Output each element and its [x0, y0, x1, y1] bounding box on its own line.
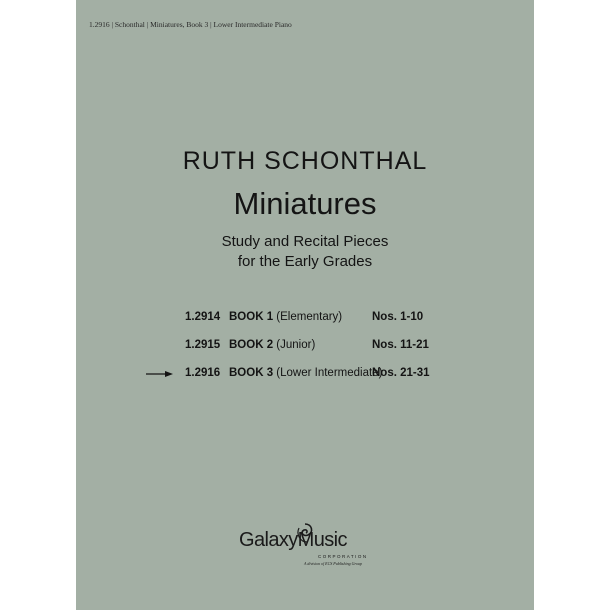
book-label — [229, 311, 342, 323]
book-numbers: Nos. 11-21 — [372, 339, 429, 351]
book-subtitle — [76, 232, 534, 272]
book-numbers: Nos. 1-10 — [372, 311, 424, 323]
book-volume: BOOK 1 — [229, 311, 274, 323]
book-volume: BOOK 3 — [229, 367, 274, 379]
publisher-name-part-1: Galaxy — [239, 529, 298, 551]
composer-name: RUTH SCHONTHAL — [182, 147, 428, 175]
subtitle-line-2: for the Early Grades — [237, 253, 373, 270]
book-title: Miniatures — [233, 186, 377, 221]
book-label — [229, 339, 315, 351]
arrow-right-icon — [146, 370, 173, 378]
publisher-corporation: CORPORATION — [318, 554, 368, 559]
book-cover — [76, 0, 534, 610]
publisher-name-part-2: Music — [297, 529, 347, 551]
book-numbers: Nos. 21-31 — [372, 367, 430, 379]
book-level: (Junior) — [276, 339, 316, 351]
book-catalog-number: 1.2916 — [185, 367, 221, 379]
book-catalog-number: 1.2915 — [185, 339, 221, 351]
publisher-logo — [236, 522, 376, 572]
book-row-3 — [76, 367, 534, 383]
publisher-division: A division of ECS Publishing Group — [304, 561, 362, 566]
subtitle-line-1: Study and Recital Pieces — [221, 233, 389, 250]
book-row-2 — [76, 339, 534, 355]
book-row-1 — [76, 311, 534, 327]
book-level: (Elementary) — [276, 311, 343, 323]
publisher-name — [239, 529, 347, 552]
book-catalog-number: 1.2914 — [185, 311, 221, 323]
catalog-header: 1.2916 | Schonthal | Miniatures, Book 3 | Lower Intermediate Piano — [89, 20, 292, 29]
book-label — [229, 367, 382, 379]
book-level: (Lower Intermediate) — [276, 367, 383, 379]
book-volume: BOOK 2 — [229, 339, 274, 351]
